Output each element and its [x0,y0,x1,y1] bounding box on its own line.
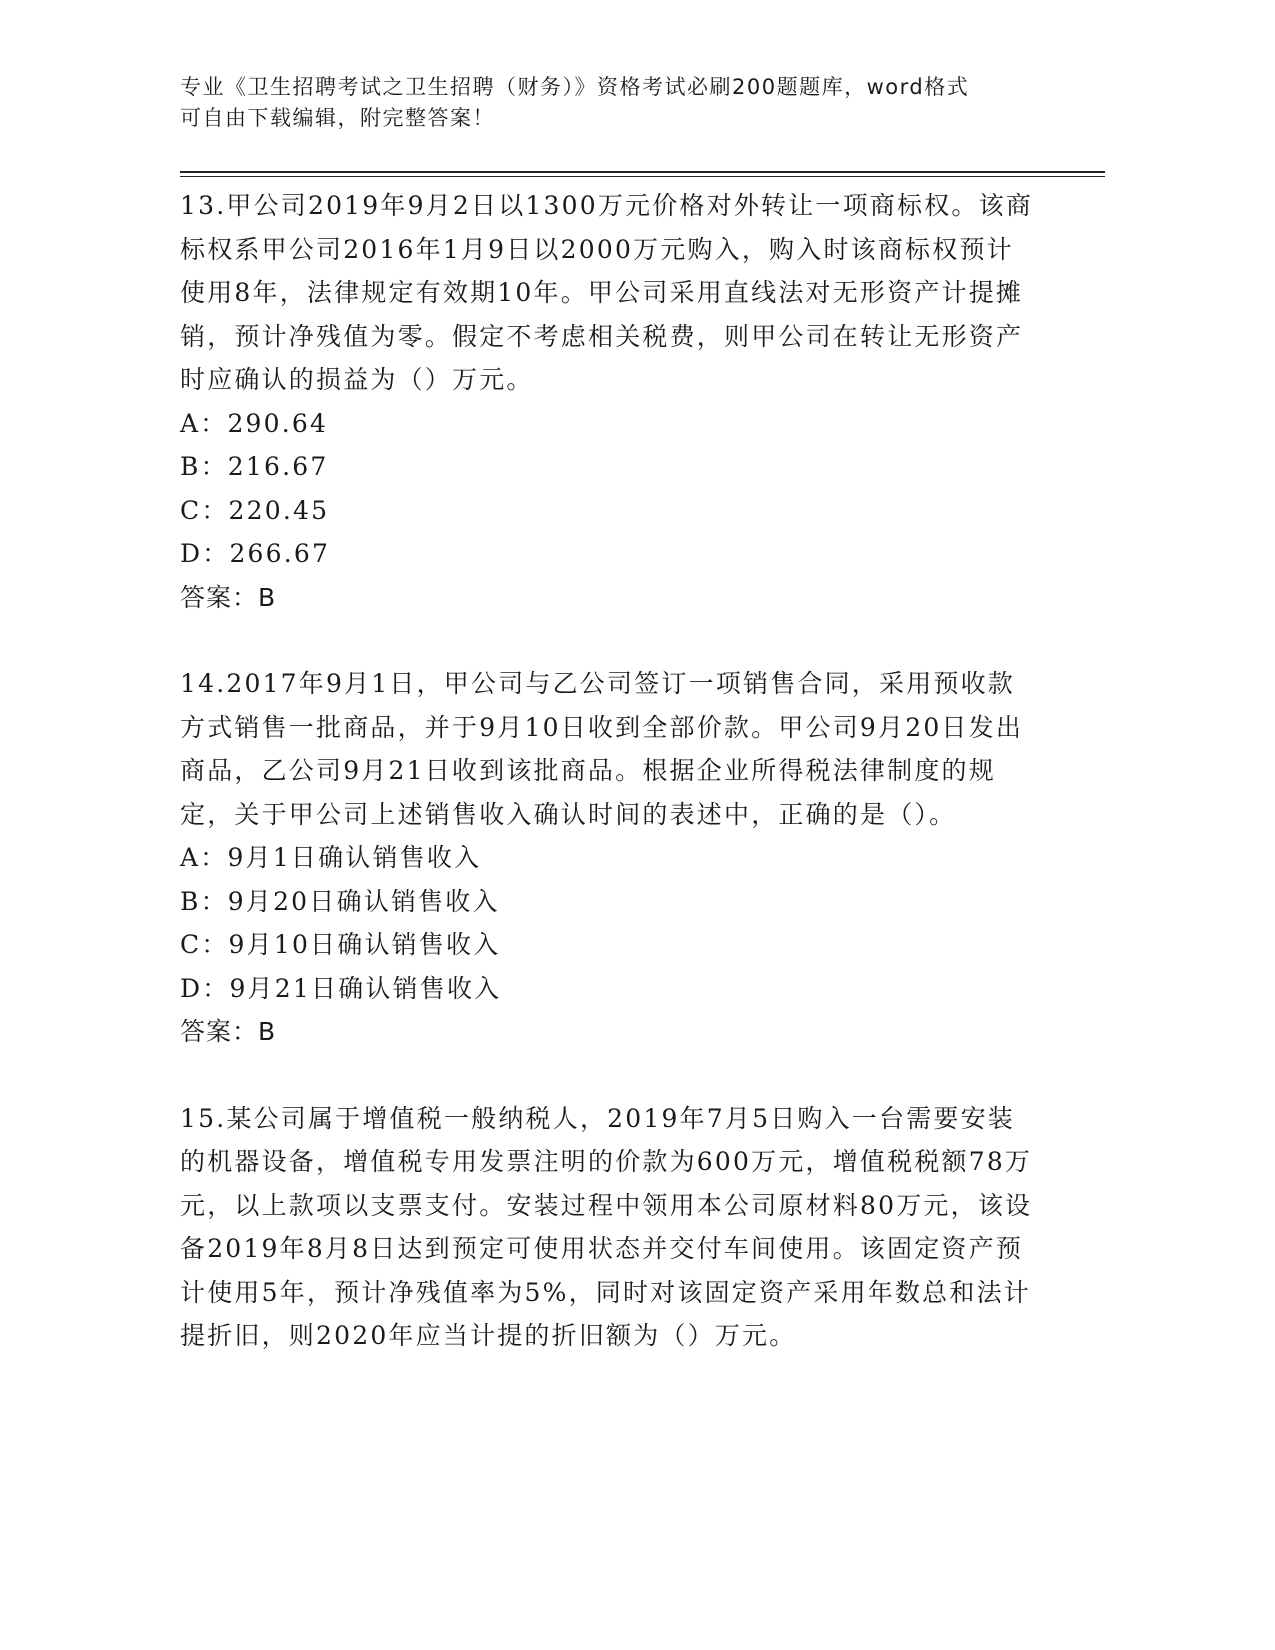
question-13-option-c: C：220.45 [180,495,330,525]
question-13-option-a: A：290.64 [180,408,329,438]
question-14-option-c: C：9月10日确认销售收入 [180,930,501,959]
question-13-option-b: B：216.67 [180,452,329,481]
header-title-line-1: 专业《卫生招聘考试之卫生招聘（财务）》资格考试必刷200题题库，word格式 [180,75,970,99]
question-14-option-a: A：9月1日确认销售收入 [180,843,482,872]
question-15 [180,1097,1040,1358]
question-13-answer: 答案：B [180,582,277,612]
header-divider-thin [180,176,1105,177]
question-13-text: 13.甲公司2019年9月2日以1300万元价格对外转让一项商标权。该商标权系甲公司2016年1月9日以2000万元购入，购入时该商标权预计使用8年，法律规定有效期10年。甲公司采用直线法对无形资产计提摊销，预计净残值为零。假定不考虑相关税费，则甲公司在转让无形资产时应确认的损益为（）万元。 [180,191,1034,394]
question-13 [180,184,1040,619]
question-14-option-d: D：9月21日确认销售收入 [180,973,502,1003]
question-14-answer: 答案：B [180,1017,277,1046]
question-spacer [180,619,1040,662]
question-14 [180,662,1040,1054]
page-header [180,72,1060,134]
question-13-option-d: D：266.67 [180,539,331,568]
header-divider-thick [180,171,1105,173]
question-14-text: 14.2017年9月1日，甲公司与乙公司签订一项销售合同，采用预收款方式销售一批商品，并于9月10日收到全部价款。甲公司9月20日发出商品，乙公司9月21日收到该批商品。根据企业所得税法律制度的规定，关于甲公司上述销售收入确认时间的表述中，正确的是（）。 [180,669,1024,829]
question-14-option-b: B：9月20日确认销售收入 [180,886,500,916]
question-list [180,184,1040,1358]
question-15-text: 15.某公司属于增值税一般纳税人，2019年7月5日购入一台需要安装的机器设备，增值税专用发票注明的价款为600万元，增值税税额78万元，以上款项以支票支付。安装过程中领用本公司原材料80万元，该设备2019年8月8日达到预定可使用状态并交付车间使用。该固定资产预计使用5年，预计净残值率为5%，同时对该固定资产采用年数总和法计提折旧，则2020年应当计提的折旧额为（）万元。 [180,1103,1033,1350]
question-spacer [180,1054,1040,1097]
header-title-line-2: 可自由下载编辑，附完整答案！ [180,106,495,130]
